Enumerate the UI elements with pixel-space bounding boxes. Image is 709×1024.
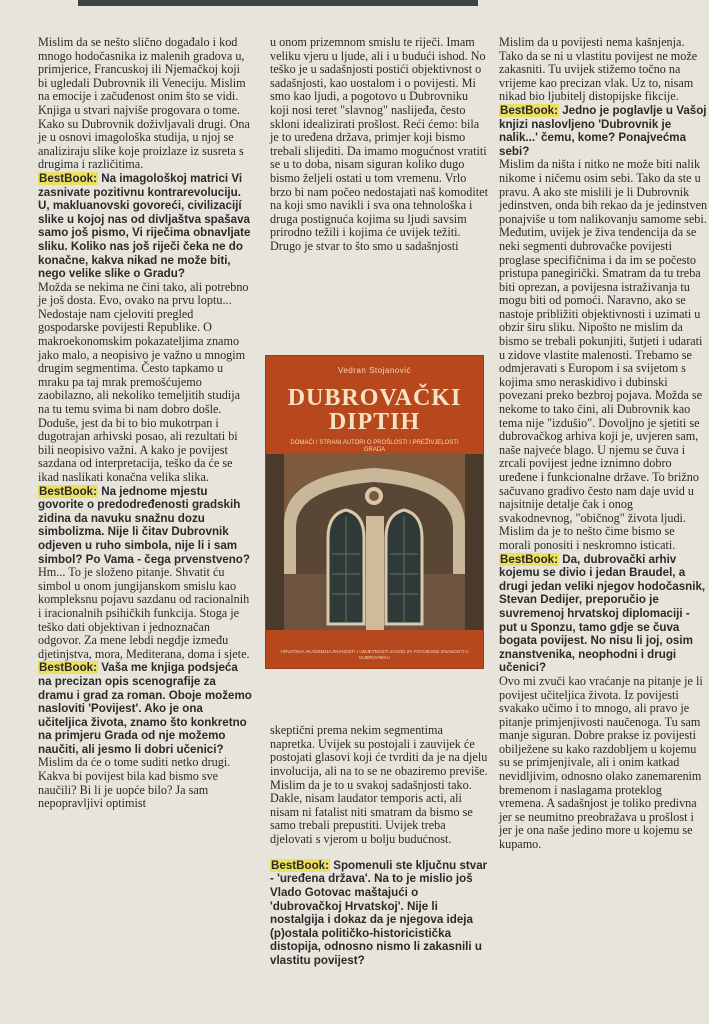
answer: Hm... To je složeno pitanje. Shvatit ću simbol u onom jungijanskom smislu kao kompleksnu pojavu sazdanu od racionalnih i iracionalnih psihičkih funkcija. Stoga je teško dati objektivan i jednoznačan odgovor. Za mene lebdi negdje između djetinjstva, mora, Mediterana, doma i sjete. [38,565,250,661]
paragraph: u onom prizemnom smislu te riječi. Imam veliku vjeru u ljude, ali i u budući ishod. No teško je u sadašnjosti postići objektivnost o sadašnjosti, kao uostalom i o povijesti. Mi smo kao ljudi, a pogotovo u Dubrovniku koji nosi teret "slavnog" naslijeđa, često skloni idealizirati prošlost. Reći ćemo: bila je to uređena država, primjer koji bismo trebali slijediti. Da imamo mogućnost vratiti se u to doba, nisam siguran koliko dugo bismo željeli ostati u tom vremenu. Vrlo brzo bi nam počeo nedostajati naš komoditet na koji smo navikli i sva ona tehnološka i druga postignuća kojima su ljudi savsim prirodno težili i kojima će uvijek težiti. Drugo je stvar to što smo u sadašnjosti [270,35,488,253]
book-author: Vedran Stojanović [338,366,411,375]
book-title-line: DUBROVAČKI [287,385,462,411]
book-title-line: DIPTIH [328,409,421,435]
question-text: Da, dubrovački arhiv kojemu se divio i jedan Braudel, a drugi jedan veliki njegov hodočasnik, Stevan Dedijer, preporučio je suvremenoj hrvatskoj diplomaciji - put u Sponzu, tamo gdje se čuva bogata povijest. No nisu li joj, osim znanstvenika, neophodni i drugi učenici? [499,552,706,675]
question-text: Vaša me knjiga podsjeća na precizan opis scenografije za dramu i grad za roman. Oboje možemo nasloviti 'Povijest'. Ako je ona učiteljica života, znamo što konkretno na primjeru Grada od nje možemo naučiti, ali jesmo li dobri učenici? [38,661,252,756]
question [38,661,252,756]
paragraph: skeptični prema nekim segmentima napretka. Uvijek su postojali i zauvijek će postojati glasovi koji će tvrditi da je na djelu involucija, ali na to se ne obaziremo previše. Mislim da je to u svakoj sadašnjosti tako. Dakle, nisam laudator temporis acti, ali nisam ni fatalist niti smatram da bismo se samo trebali prepustiti. Uvijek treba djelovati s vjerom u bolju budućnost. [270,723,488,846]
answer: Mislim da ništa i nitko ne može biti nalik nikome i ničemu osim sebi. Tako da ste u pravu. A ako ste mislili je li Dubrovnik jedinstven, onda bih rekao da je jedinstven ponajviše u tom nalikovanju samome sebi. Međutim, uvijek je živa tendencija da se neki segmenti dubrovačke povijesti proglase specifičnima i da im se počesto pristupa panegirički. Smatram da tu treba biti oprezan, a povijesna istraživanja tu mogu biti od pomoći. Naravno, ako se nastoje približiti objektivnosti i uzimati u obzir širu sliku. Nipošto ne mislim da bismo se trebali pokunjiti, šutjeti i udarati u zidove vlastite malenosti. Trebamo se odmjeravati s Europom i sa svijetom s kojima smo neraskidivo i dubinski povezani preko bezbroj pojava. Možda se nekome to tako čini, ali Dubrovnik kao tema nije "izdušio". Dovoljno je sjetiti se dubrovačkog arhiva koji je, uvjeren sam, naše najveće blago. U njemu se čuva i zrcali povijest jedne iznimno dobro uređene i funkcionalne države. To brižno sačuvano gradivo često nam daje uvid u najsitnije detalje čak i onog svakodnevnog, "običnog" života ljudi. Mislim da je to nešto čime bismo se morali ponositi i neskromno isticati. [499,157,708,552]
column-3 [499,36,709,852]
paragraph: Mislim da u povijesti nema kašnjenja. Tako da se ni u vlastitu povijest ne može zakasniti. Tu uvijek stižemo točno na vrijeme kao precizan vlak. Uz to, nisam nikad bio ljubitelj distopijske fikcije. [499,35,698,104]
question [499,104,709,158]
book-cover [266,356,483,668]
gothic-window-illustration [266,454,483,630]
bestbook-label: BestBook: [39,661,97,675]
answer: Ovo mi zvuči kao vraćanje na pitanje je li povijest učiteljica života. Iz povijesti svakako učimo i to mnogo, ali pravo je pitanje primjenjivosti naučenoga. Tu sam manje siguran. Dobre prakse iz povijesti obilježene su kako razdobljem u kojemu su se primjenjivale, ali i onim katkad nevidljivim, odnosno olako zanemarenim bremenom i naslagama proteklog vremena. A sadašnjost je toliko predivna jer se neumitno preobražava u prošlost i jer je ona naše jedino more u kojemu se kupamo. [499,673,703,852]
question-text: Spomenuli ste ključnu stvar - 'uređena država'. Na to je mislio još Vlado Gotovac maštajući o 'dubrovačkoj Hrvatskoj'. Nije li nostalgija i dokaz da je njegova ideja (p)ostala političko-historicistička distopija, odnosno nismo li zakasnili u vlastitu povijest? [270,858,488,967]
bestbook-label: BestBook: [500,552,558,566]
bestbook-label: BestBook: [500,103,558,117]
answer: Možda se nekima ne čini tako, ali potrebno je još dosta. Evo, ovako na prvu loptu... Nedostaje nam cjeloviti pregled gospodarske povijesti Republike. O makroekonomskim pokazateljima znamo jako malo, a neopisivo je važno u mnogim drugim segmentima. Često tapkamo u mraku pa taj mrak premošćujemo zaobilazno, ali nekoliko temeljitih studija na tu temu svima bi nam dobro došle. Doduše, jest da bi to bio mukotrpan i dugotrajan arhivski posao, ali rezultati bi bili neopisivo važni. A kako je povijest sazdana od interpretacija, teško da će se ikad naslikati konačna velika slika. [38,279,249,484]
question [38,172,252,281]
book-subtitle: DOMAĆI I STRANI AUTORI O PROŠLOSTI I PREŽIVJELOSTI GRADA [290,440,459,453]
question [499,553,709,675]
column-2-continued [270,712,488,979]
top-rule [78,0,478,6]
bestbook-label: BestBook: [271,858,329,872]
question-text: Jedno je poglavlje u Vašoj knjizi naslovljeno 'Dubrovnik je nalik...' čemu, kome? Ponajvećma sebi? [499,103,707,158]
question-text: Na jednome mjestu govorite o predodređenosti gradskih zidina da navuku snažnu dozu simbolizma. Nije li čitav Dubrovnik odjeven u ruho simbola, nije li i sam simbol? Po Vama - čega prvenstveno? [38,484,250,566]
bestbook-label: BestBook: [39,484,97,498]
question [38,485,252,567]
paragraph: Mislim da se nešto slično događalo i kod mnogo hodočasnika iz malenih gradova u, primjerice, Francuskoj ili Njemačkoj koji bi ugledali Dubrovnik ili Veneciju. Mislim na emocije i začuđenost onim što se vidi. Knjiga u stvari najviše progovara o tome. Kako su Dubrovnik doživljavali drugi. Ona je u osnovi imagološka studija, u njoj se analiziraju slike koje proizlaze iz susreta s drugima i različitima. [38,35,250,172]
bestbook-label: BestBook: [39,171,97,185]
question [270,859,488,968]
book-publisher: HRVATSKA AKADEMIJA ZNANOSTI I UMJETNOSTI ZAVOD ZA POVIJESNE ZNANOSTI U DUBROVNIKU [280,649,469,660]
question-text: Na imagološkoj matrici Vi zasnivate pozitivnu kontrarevoluciju. U, makluanovski govoreći, civilizacijí slike u kojoj nas od divljaštva spašava samo još pismo, Vi riječima obnavljate sliku. Koliko nas još riječi čeka ne do konačne, kakva nikad ne može biti, nego velike slike o Gradu? [38,171,251,281]
book-title [266,386,483,434]
answer: Mislim da će o tome suditi netko drugi. Kakva bi povijest bila kad bismo sve naučili? Bi li je uopće bilo? Ja sam nepopravljivi optimist [38,755,231,811]
column-2 [270,36,488,254]
column-1 [38,36,252,811]
